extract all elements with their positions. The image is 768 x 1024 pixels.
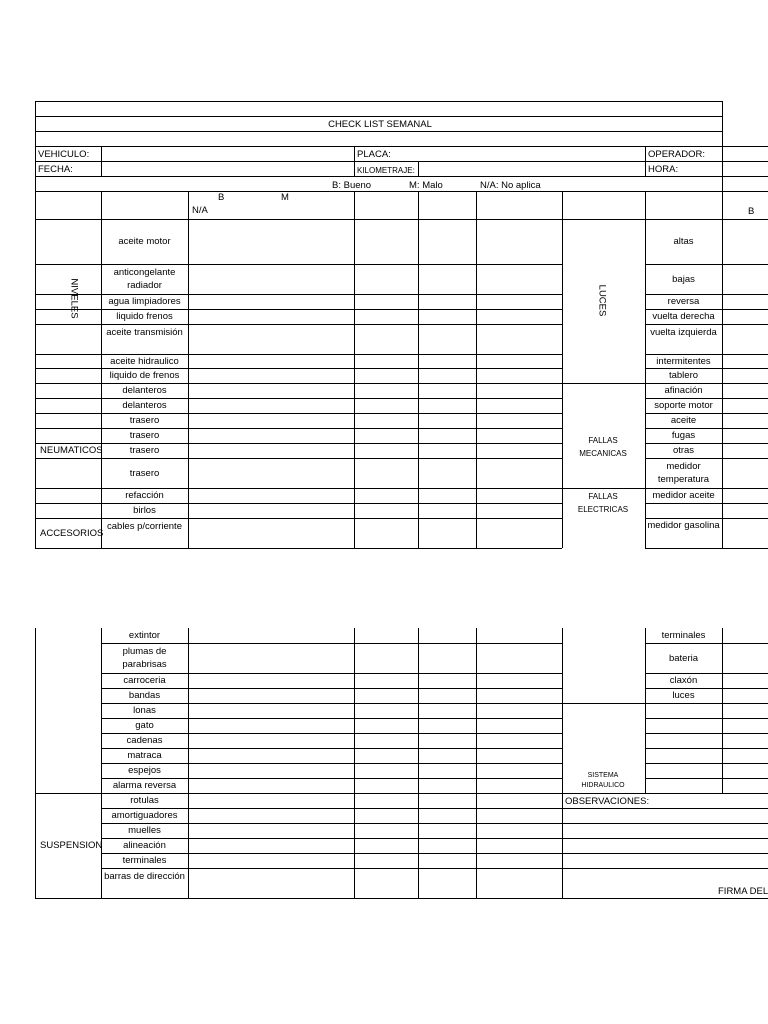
grid-line xyxy=(645,458,768,459)
grid-line xyxy=(35,161,768,162)
top-right-item: tablero xyxy=(668,370,699,381)
bottom-left-item: amortiguadores xyxy=(111,810,178,821)
top-right-item: aceite xyxy=(670,415,697,426)
grid-line xyxy=(645,778,768,779)
grid-line xyxy=(645,324,768,325)
page-title: CHECK LIST SEMANAL xyxy=(328,119,432,130)
bottom-left-item: lonas xyxy=(133,705,156,716)
section-accesorios: ACCESORIOS xyxy=(40,528,104,539)
top-right-item: fugas xyxy=(671,430,696,441)
operador-label: OPERADOR: xyxy=(648,149,706,160)
column-b-right: B xyxy=(748,206,755,217)
grid-line xyxy=(35,458,562,459)
grid-line xyxy=(35,101,36,219)
grid-line xyxy=(354,219,355,548)
grid-line xyxy=(476,628,477,898)
top-right-item: altas xyxy=(673,236,694,247)
kilometraje-label: KILOMETRAJE: xyxy=(357,166,415,175)
grid-line xyxy=(562,488,645,489)
grid-line xyxy=(562,853,768,854)
grid-line xyxy=(722,628,723,793)
section-fallas-electricas: FALLAS ELECTRICAS xyxy=(577,492,629,514)
grid-line xyxy=(562,868,768,869)
bottom-right-item: claxón xyxy=(669,675,698,686)
section-sistema-hidraulico: SISTEMA HIDRAULICO xyxy=(581,772,625,789)
grid-line xyxy=(354,628,355,898)
section-fallas-mecanicas: FALLAS MECANICAS xyxy=(579,436,627,458)
grid-line xyxy=(188,628,189,898)
grid-line xyxy=(101,643,562,644)
column-b: B xyxy=(218,192,225,203)
grid-line xyxy=(476,219,477,548)
grid-line xyxy=(645,146,646,176)
grid-line xyxy=(562,823,768,824)
grid-line xyxy=(645,191,646,219)
grid-line xyxy=(645,219,768,220)
top-right-item: vuelta derecha xyxy=(652,311,715,322)
top-left-item: birlos xyxy=(133,505,156,516)
grid-line xyxy=(722,219,723,548)
grid-line xyxy=(645,503,768,504)
bottom-left-item: alarma reversa xyxy=(112,780,177,791)
grid-line xyxy=(562,808,768,809)
grid-line xyxy=(101,146,102,176)
top-left-item: refacción xyxy=(125,490,164,501)
grid-line xyxy=(35,264,562,265)
grid-line xyxy=(645,548,768,549)
bottom-left-item: bandas xyxy=(128,690,161,701)
top-left-item: trasero xyxy=(129,430,160,441)
grid-line xyxy=(35,101,722,102)
top-right-item: medidor aceite xyxy=(652,490,715,501)
bottom-left-item: cadenas xyxy=(126,735,163,746)
section-neumaticos: NEUMATICOS xyxy=(40,445,103,456)
grid-line xyxy=(354,191,355,219)
top-right-item: medidor temperatura xyxy=(657,461,710,485)
bottom-left-item: matraca xyxy=(127,750,162,761)
top-right-item: afinación xyxy=(664,385,703,396)
grid-line xyxy=(645,748,768,749)
bottom-left-item: muelles xyxy=(128,825,161,836)
grid-line xyxy=(35,191,768,192)
bottom-left-item: plumas de parabrisas xyxy=(122,646,167,670)
fecha-label: FECHA: xyxy=(38,164,73,175)
top-right-item: vuelta izquierda xyxy=(650,327,717,338)
grid-line xyxy=(418,161,419,176)
top-right-item: reversa xyxy=(667,296,700,307)
grid-line xyxy=(354,146,355,176)
section-luces: LUCES xyxy=(596,284,608,317)
top-left-item: trasero xyxy=(129,445,160,456)
grid-line xyxy=(418,219,419,548)
top-left-item: liquido frenos xyxy=(116,311,173,322)
grid-line xyxy=(35,898,768,899)
grid-line xyxy=(101,868,562,869)
grid-line xyxy=(35,518,562,519)
bottom-left-item: carroceria xyxy=(123,675,166,686)
vehiculo-label: VEHICULO: xyxy=(38,149,90,160)
grid-line xyxy=(562,793,768,794)
legend-malo: M: Malo xyxy=(409,180,443,191)
grid-line xyxy=(188,219,189,548)
grid-line xyxy=(645,733,768,734)
grid-line xyxy=(562,628,563,898)
top-left-item: anticongelante radiador xyxy=(113,267,176,291)
grid-line xyxy=(35,628,36,898)
bottom-right-item: bateria xyxy=(668,652,699,664)
top-right-item: otras xyxy=(672,445,695,456)
grid-line xyxy=(645,264,768,265)
grid-line xyxy=(35,219,36,548)
bottom-right-item: luces xyxy=(672,690,695,701)
top-left-item: trasero xyxy=(129,415,160,426)
top-left-item: delanteros xyxy=(122,400,167,411)
grid-line xyxy=(188,191,189,219)
hora-label: HORA: xyxy=(648,164,679,175)
column-na: N/A xyxy=(192,205,208,216)
grid-line xyxy=(35,548,562,549)
grid-line xyxy=(645,763,768,764)
grid-line xyxy=(562,838,768,839)
firma-label: FIRMA DEL xyxy=(718,886,768,897)
top-left-item: cables p/corriente xyxy=(107,521,182,532)
grid-line xyxy=(418,628,419,898)
bottom-left-item: barras de dirección xyxy=(104,871,185,882)
bottom-left-item: espejos xyxy=(128,765,161,776)
grid-line xyxy=(101,191,102,219)
top-left-item: delanteros xyxy=(122,385,167,396)
grid-line xyxy=(35,324,562,325)
top-right-item: intermitentes xyxy=(656,355,711,367)
grid-line xyxy=(35,131,722,132)
grid-line xyxy=(35,219,562,220)
grid-line xyxy=(562,703,768,704)
bottom-left-item: gato xyxy=(135,720,154,731)
section-niveles: NIVELES xyxy=(68,278,80,319)
legend-bueno: B: Bueno xyxy=(332,180,372,191)
top-right-item: medidor gasolina xyxy=(647,520,720,531)
grid-line xyxy=(645,718,768,719)
placa-label: PLACA: xyxy=(357,149,391,160)
bottom-left-item: rotulas xyxy=(130,795,159,806)
grid-line xyxy=(645,643,768,644)
grid-line xyxy=(35,116,722,117)
top-left-item: aceite motor xyxy=(118,236,171,247)
top-left-item: aceite hidraulico xyxy=(110,355,179,367)
top-left-item: liquido de frenos xyxy=(109,370,180,381)
grid-line xyxy=(722,101,723,219)
column-m: M xyxy=(281,192,289,203)
bottom-right-item: terminales xyxy=(661,630,706,641)
grid-line xyxy=(476,191,477,219)
top-left-item: agua limpiadores xyxy=(108,296,181,307)
grid-line xyxy=(35,176,768,177)
top-right-item: bajas xyxy=(672,273,695,285)
grid-line xyxy=(562,191,563,219)
bottom-left-item: terminales xyxy=(122,855,167,866)
bottom-left-item: extintor xyxy=(128,630,161,641)
legend-no-aplica: N/A: No aplica xyxy=(480,180,541,191)
section-suspension: SUSPENSION xyxy=(40,840,103,851)
top-left-item: trasero xyxy=(129,467,160,479)
grid-line xyxy=(35,793,101,794)
grid-line xyxy=(562,383,645,384)
bottom-left-item: alineación xyxy=(123,840,166,851)
grid-line xyxy=(35,146,768,147)
top-left-item: aceite transmisión xyxy=(106,327,183,338)
top-right-item: soporte motor xyxy=(654,400,713,411)
observaciones-label: OBSERVACIONES: xyxy=(565,796,650,807)
grid-line xyxy=(418,191,419,219)
